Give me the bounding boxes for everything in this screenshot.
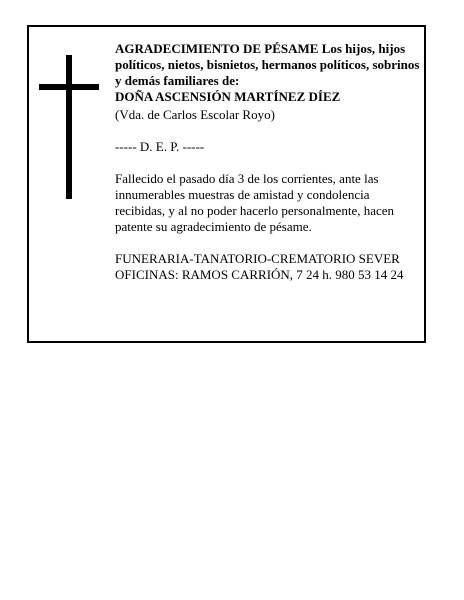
notice-title: AGRADECIMIENTO DE PÉSAME <box>115 41 319 56</box>
deceased-name: DOÑA ASCENSIÓN MARTÍNEZ DÍEZ <box>115 89 341 104</box>
thanks-message: Fallecido el pasado día 3 de los corrientes, ante las innumerables muestras de amistad y condolencia recibidas, y al no poder hacerlo personalmente, hacen patente su agradecimiento de pésame. <box>115 171 395 234</box>
cross-icon <box>39 55 99 199</box>
funeral-home-office: OFICINAS: RAMOS CARRIÓN, 7 24 h. 980 53 14 24 <box>115 267 404 282</box>
notice-content <box>115 41 420 283</box>
dep-line: ----- D. E. P. ----- <box>115 139 205 154</box>
obituary-notice-box <box>27 25 426 343</box>
cross-vertical-bar <box>66 55 72 199</box>
notice-heading <box>115 41 420 89</box>
funeral-home-block <box>115 251 420 283</box>
widow-of-text: (Vda. de Carlos Escolar Royo) <box>115 107 275 122</box>
notice-heading-body: Los hijos, hijos políticos, nietos, bisnietos, hermanos políticos, sobrinos y demás familiares de: <box>115 41 420 88</box>
funeral-home-name: FUNERARIA-TANATORIO-CREMATORIO SEVER <box>115 251 400 266</box>
cross-horizontal-bar <box>39 84 99 90</box>
